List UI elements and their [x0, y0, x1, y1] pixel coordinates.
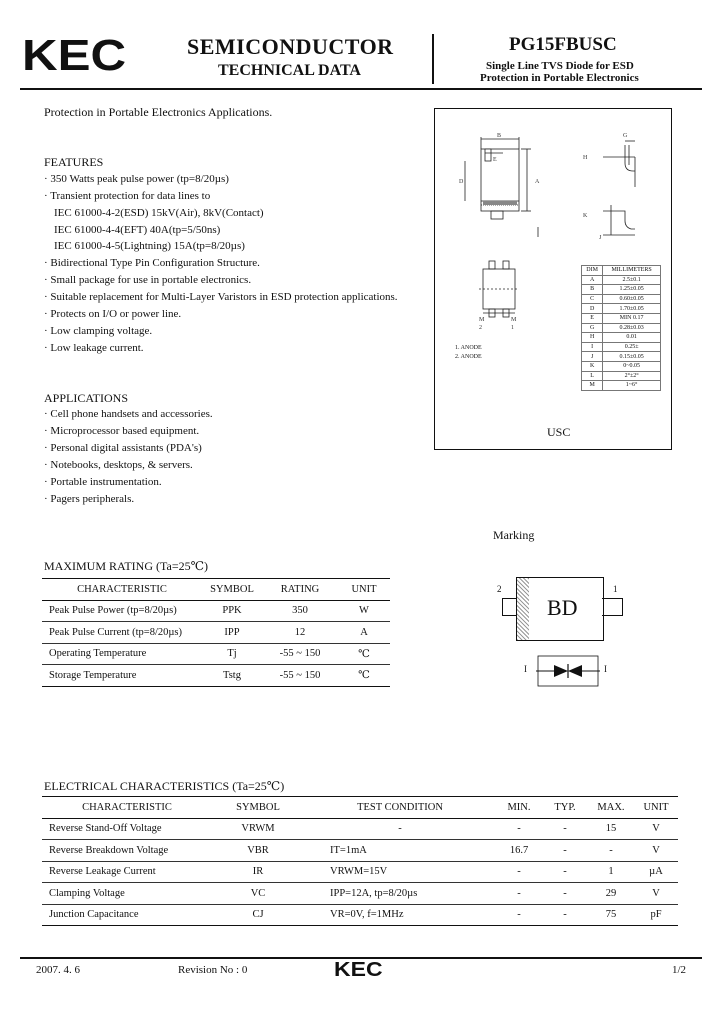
dim-cell: 0.01 [603, 333, 661, 343]
table-cell: Reverse Leakage Current [42, 861, 212, 883]
table-cell: Operating Temperature [42, 643, 202, 665]
column-header: MIN. [496, 797, 542, 819]
svg-text:1: 1 [511, 325, 514, 331]
table-cell: Tstg [202, 665, 262, 687]
feature-item: · Transient protection for data lines to [44, 190, 211, 202]
footer-date: 2007. 4. 6 [36, 964, 80, 976]
dim-cell: 0.60±0.05 [603, 294, 661, 304]
dim-cell: 0.15±0.05 [603, 352, 661, 362]
pin1-label: 1. ANODE [455, 345, 482, 351]
header-subtitle: TECHNICAL DATA [218, 62, 361, 79]
dim-cell: 1.25±0.05 [603, 285, 661, 295]
application-item: · Portable instrumentation. [44, 476, 162, 488]
dim-cell: MIN 0.17 [603, 313, 661, 323]
application-item: · Microprocessor based equipment. [44, 425, 200, 437]
table-cell: PPK [202, 600, 262, 622]
table-cell: - [588, 840, 634, 862]
marking-stripe [517, 578, 529, 640]
table-cell: 29 [588, 883, 634, 905]
table-cell: V [634, 840, 678, 862]
max-rating-heading: MAXIMUM RATING (Ta=25℃) [44, 559, 209, 573]
footer-revision: Revision No : 0 [178, 964, 248, 976]
dim-header-cell: DIM [582, 266, 603, 276]
dim-cell: H [582, 333, 603, 343]
table-cell: CJ [212, 904, 304, 926]
dim-cell: 0~0.05 [603, 361, 661, 371]
table-row [42, 600, 390, 622]
dim-cell: 0.25± [603, 342, 661, 352]
table-row [42, 643, 390, 665]
table-cell: - [542, 818, 588, 840]
table-cell: IPP=12A, tp=8/20µs [304, 883, 496, 905]
table-header-row [42, 579, 390, 601]
diode-symbol [524, 655, 610, 687]
table-cell: Reverse Breakdown Voltage [42, 840, 212, 862]
dim-cell: B [582, 285, 603, 295]
feature-item: · 350 Watts peak pulse power (tp=8/20µs) [44, 173, 229, 185]
svg-text:2: 2 [479, 325, 482, 331]
table-cell: VC [212, 883, 304, 905]
table-cell: - [542, 840, 588, 862]
dim-cell: K [582, 361, 603, 371]
table-cell: W [338, 600, 390, 622]
applications-heading: APPLICATIONS [44, 391, 129, 405]
table-cell: ℃ [338, 643, 390, 665]
table-cell: µA [634, 861, 678, 883]
table-cell: Storage Temperature [42, 665, 202, 687]
feature-item: · Suitable replacement for Multi-Layer Varistors in ESD protection applications. [44, 291, 398, 303]
table-cell: pF [634, 904, 678, 926]
dim-cell: 0.28±0.03 [603, 323, 661, 333]
feature-item: · Bidirectional Type Pin Configuration Structure. [44, 257, 260, 269]
table-cell: Tj [202, 643, 262, 665]
column-header: TEST CONDITION [304, 797, 496, 819]
application-item: · Personal digital assistants (PDA's) [44, 442, 202, 454]
table-row [42, 883, 678, 905]
table-cell: - [542, 861, 588, 883]
marking-pin-left [502, 598, 517, 616]
dim-cell: G [582, 323, 603, 333]
table-cell: A [338, 622, 390, 644]
diode-left-label: I [524, 664, 527, 674]
svg-text:B: B [497, 133, 502, 139]
table-row [42, 818, 678, 840]
part-description-2: Protection in Portable Electronics [480, 72, 639, 84]
column-header: CHARACTERISTIC [42, 797, 212, 819]
column-header: UNIT [634, 797, 678, 819]
diode-right-label: I [604, 664, 607, 674]
table-cell: VBR [212, 840, 304, 862]
dim-cell: D [582, 304, 603, 314]
table-cell: Reverse Stand-Off Voltage [42, 818, 212, 840]
table-cell: -55 ~ 150 [262, 643, 338, 665]
table-cell: IR [212, 861, 304, 883]
table-cell: 350 [262, 600, 338, 622]
table-row [42, 861, 678, 883]
dim-cell: I [582, 342, 603, 352]
table-row [42, 904, 678, 926]
dim-cell: 1.70±0.05 [603, 304, 661, 314]
svg-text:D: D [459, 179, 464, 185]
table-cell: 1 [588, 861, 634, 883]
column-header: RATING [262, 579, 338, 601]
feature-item: IEC 61000-4-4(EFT) 40A(tp=5/50ns) [54, 224, 221, 236]
intro-text: Protection in Portable Electronics Applications. [44, 105, 273, 119]
pin2-label: 2. ANODE [455, 354, 482, 360]
table-cell: Junction Capacitance [42, 904, 212, 926]
svg-text:G: G [623, 133, 628, 139]
dim-header-cell: MILLIMETERS [603, 266, 661, 276]
header-rule [20, 88, 702, 90]
dim-cell: J [582, 352, 603, 362]
table-row [42, 665, 390, 687]
column-header: CHARACTERISTIC [42, 579, 202, 601]
table-cell: -55 ~ 150 [262, 665, 338, 687]
feature-item: IEC 61000-4-5(Lightning) 15A(tp=8/20µs) [54, 240, 245, 252]
marking-body [516, 577, 604, 641]
column-header: MAX. [588, 797, 634, 819]
application-item: · Notebooks, desktops, & servers. [44, 459, 193, 471]
table-row [42, 840, 678, 862]
table-cell: - [542, 904, 588, 926]
application-item: · Cell phone handsets and accessories. [44, 408, 213, 420]
footer-page-number: 1/2 [672, 964, 687, 976]
dim-cell: 2.5±0.1 [603, 275, 661, 285]
electrical-heading: ELECTRICAL CHARACTERISTICS (Ta=25℃) [44, 779, 285, 793]
marking-heading: Marking [493, 528, 535, 542]
table-cell: IPP [202, 622, 262, 644]
column-header: UNIT [338, 579, 390, 601]
application-item: · Pagers peripherals. [44, 493, 135, 505]
max-rating-table [42, 578, 390, 687]
svg-text:J: J [599, 235, 602, 241]
package-name: USC [547, 425, 571, 439]
table-cell: ℃ [338, 665, 390, 687]
dim-cell: L [582, 371, 603, 381]
table-cell: V [634, 883, 678, 905]
table-cell: VRWM=15V [304, 861, 496, 883]
table-cell: - [496, 861, 542, 883]
feature-item: · Protects on I/O or power line. [44, 308, 182, 320]
table-cell: - [304, 818, 496, 840]
marking-pin-right [602, 598, 623, 616]
marking-code: BD [547, 595, 578, 620]
part-description-1: Single Line TVS Diode for ESD [486, 60, 634, 72]
electrical-table [42, 796, 678, 926]
svg-text:M: M [511, 317, 517, 323]
feature-item: · Small package for use in portable electronics. [44, 274, 252, 286]
dimension-table [581, 265, 661, 391]
marking-pin-right-label: 1 [613, 584, 618, 594]
table-cell: - [496, 904, 542, 926]
marking-pin-left-label: 2 [497, 584, 502, 594]
column-header: SYMBOL [212, 797, 304, 819]
svg-text:E: E [493, 157, 497, 163]
table-cell: Peak Pulse Power (tp=8/20µs) [42, 600, 202, 622]
table-cell: 16.7 [496, 840, 542, 862]
table-cell: - [542, 883, 588, 905]
marking-diagram [492, 574, 630, 644]
table-cell: 15 [588, 818, 634, 840]
table-cell: 12 [262, 622, 338, 644]
svg-text:H: H [583, 155, 588, 161]
bidirectional-diode-icon [536, 655, 600, 687]
table-row [42, 622, 390, 644]
kec-logo: KEC [22, 31, 127, 80]
svg-text:K: K [583, 213, 588, 219]
table-cell: 75 [588, 904, 634, 926]
part-number: PG15FBUSC [509, 34, 617, 55]
footer-kec-logo: KEC [334, 959, 383, 981]
table-cell: IT=1mA [304, 840, 496, 862]
table-cell: - [496, 818, 542, 840]
features-heading: FEATURES [44, 155, 104, 169]
table-header-row [42, 797, 678, 819]
column-header: SYMBOL [202, 579, 262, 601]
dim-cell: 1~6° [603, 381, 661, 391]
feature-item: · Low leakage current. [44, 342, 144, 354]
svg-text:M: M [479, 317, 485, 323]
feature-item: · Low clamping voltage. [44, 325, 153, 337]
dim-cell: C [582, 294, 603, 304]
table-cell: VRWM [212, 818, 304, 840]
table-cell: Peak Pulse Current (tp=8/20µs) [42, 622, 202, 644]
column-header: TYP. [542, 797, 588, 819]
svg-text:A: A [535, 179, 540, 185]
table-cell: - [496, 883, 542, 905]
table-cell: Clamping Voltage [42, 883, 212, 905]
dim-cell: A [582, 275, 603, 285]
dim-cell: E [582, 313, 603, 323]
dim-cell: M [582, 381, 603, 391]
header-title: SEMICONDUCTOR [187, 34, 394, 59]
header-divider [432, 34, 434, 84]
feature-item: IEC 61000-4-2(ESD) 15kV(Air), 8kV(Contact) [54, 207, 264, 219]
table-cell: V [634, 818, 678, 840]
table-cell: VR=0V, f=1MHz [304, 904, 496, 926]
dim-cell: 2°±2° [603, 371, 661, 381]
